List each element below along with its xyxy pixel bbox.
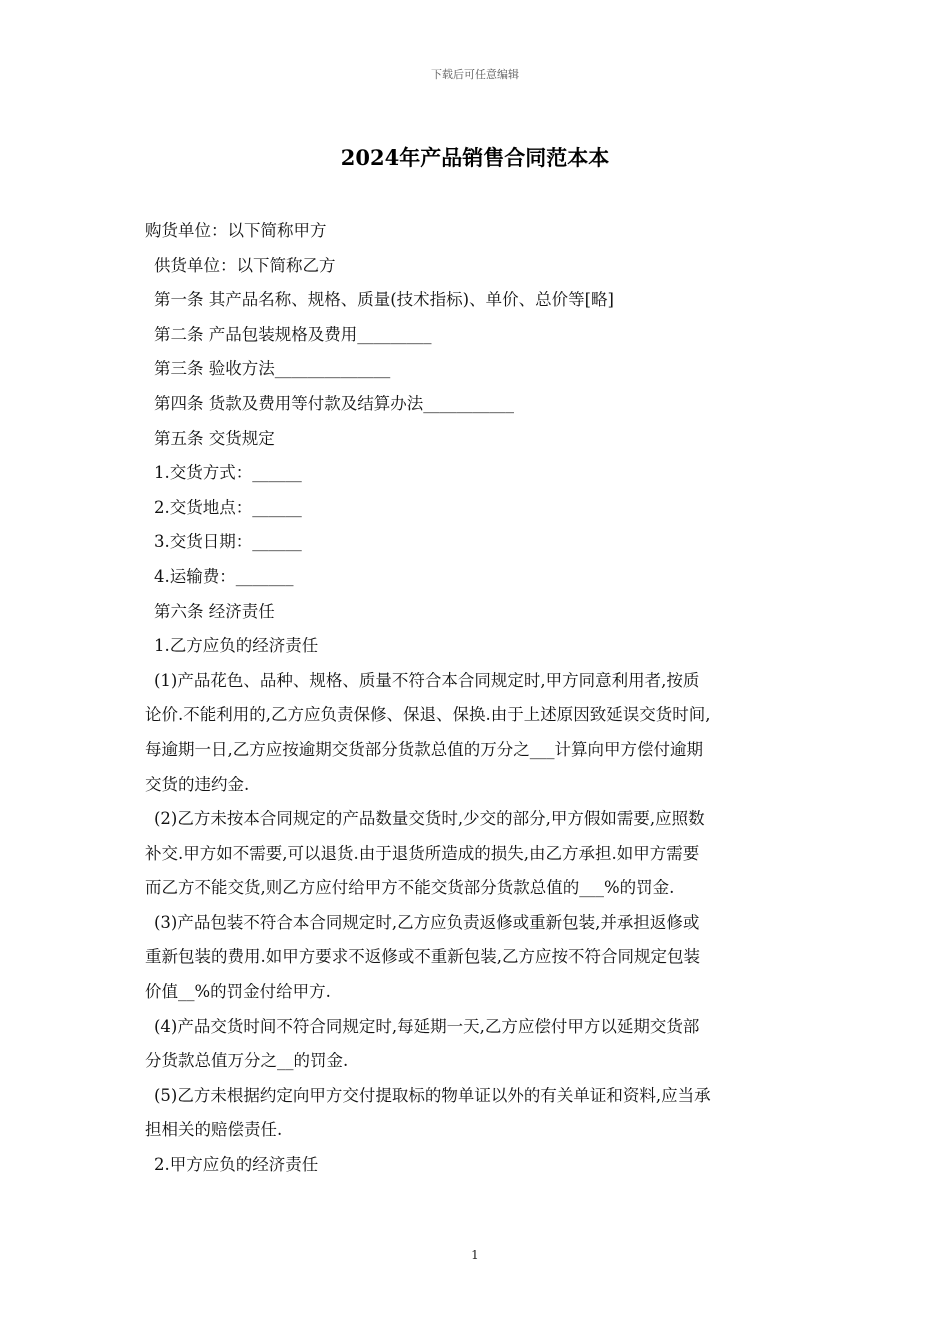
- page-number: 1: [471, 1248, 479, 1262]
- paragraph-line: 重新包装的费用.如甲方要求不返修或不重新包装,乙方应按不符合同规定包装: [145, 947, 700, 967]
- paragraph-line: 第五条 交货规定: [154, 428, 275, 448]
- paragraph-line: 担相关的赔偿责任.: [145, 1120, 283, 1140]
- paragraph-line: 1.乙方应负的经济责任: [154, 636, 319, 656]
- paragraph-line: 第一条 其产品名称、规格、质量(技术指标)、单价、总价等[略]: [154, 290, 614, 310]
- paragraph-line: 每逾期一日,乙方应按逾期交货部分货款总值的万分之___计算向甲方偿付逾期: [145, 739, 703, 759]
- paragraph-line: 而乙方不能交货,则乙方应付给甲方不能交货部分货款总值的___%的罚金.: [145, 878, 675, 898]
- paragraph-line: 供货单位：以下简称乙方: [154, 255, 336, 275]
- paragraph-line: 第三条 验收方法______________: [154, 359, 391, 379]
- document-title: 2024年产品销售合同范本本: [340, 145, 610, 170]
- paragraph-line: 3.交货日期：______: [154, 532, 302, 552]
- paragraph-line: 论价.不能利用的,乙方应负责保修、保退、保换.由于上述原因致延误交货时间,: [145, 705, 711, 725]
- paragraph-line: 2.交货地点：______: [154, 497, 302, 517]
- header-note: 下载后可任意编辑: [431, 68, 519, 81]
- paragraph-line: (3)产品包装不符合本合同规定时,乙方应负责返修或重新包装,并承担返修或: [154, 912, 700, 932]
- paragraph-line: (5)乙方未根据约定向甲方交付提取标的物单证以外的有关单证和资料,应当承: [154, 1085, 711, 1105]
- paragraph-line: 第六条 经济责任: [154, 601, 275, 621]
- paragraph-line: 1.交货方式：______: [154, 463, 302, 483]
- paragraph-line: 第四条 货款及费用等付款及结算办法___________: [154, 393, 514, 413]
- paragraph-line: 第二条 产品包装规格及费用_________: [154, 324, 432, 344]
- paragraph-line: (4)产品交货时间不符合同规定时,每延期一天,乙方应偿付甲方以延期交货部: [154, 1016, 700, 1036]
- paragraph-line: 4.运输费：_______: [154, 566, 294, 586]
- paragraph-line: 交货的违约金.: [145, 774, 250, 794]
- paragraph-line: 分货款总值万分之__的罚金.: [145, 1051, 349, 1071]
- paragraph-line: 价值__%的罚金付给甲方.: [145, 982, 331, 1002]
- paragraph-line: 2.甲方应负的经济责任: [154, 1155, 319, 1175]
- paragraph-line: (2)乙方未按本合同规定的产品数量交货时,少交的部分,甲方假如需要,应照数: [154, 809, 705, 829]
- paragraph-line: (1)产品花色、品种、规格、质量不符合本合同规定时,甲方同意利用者,按质: [154, 670, 700, 690]
- contract-body: [145, 214, 811, 1183]
- paragraph-line: 购货单位：以下简称甲方: [145, 221, 327, 240]
- paragraph-line: 补交.甲方如不需要,可以退货.由于退货所造成的损失,由乙方承担.如甲方需要: [145, 843, 700, 863]
